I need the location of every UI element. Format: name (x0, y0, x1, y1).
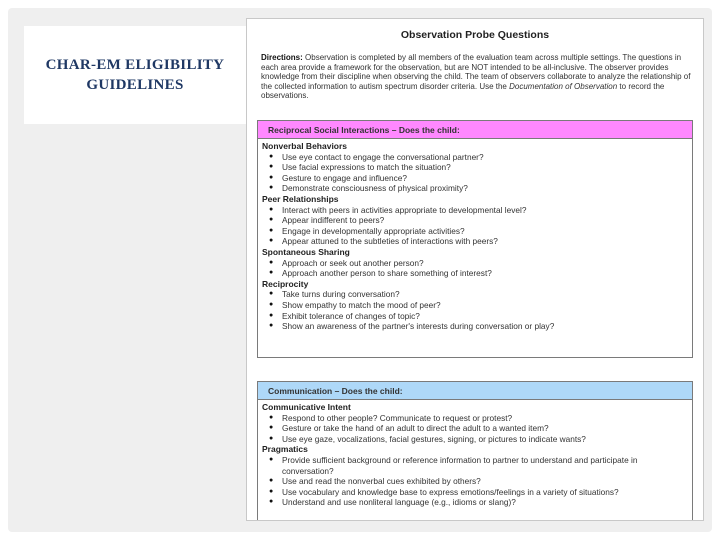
bullet-icon: ● (269, 434, 274, 442)
list-item: ● Interact with peers in activities appropriate to developmental level? (269, 204, 527, 215)
list-item: ● Exhibit tolerance of changes of topic? (269, 310, 420, 321)
bullet-icon: ● (269, 413, 274, 421)
list-item: ● Use eye contact to engage the conversational partner? (269, 151, 484, 162)
bullet-icon: ● (269, 216, 274, 224)
bullet-icon: ● (269, 424, 274, 432)
category-communicative-intent: Communicative Intent (262, 402, 351, 412)
title-card (24, 26, 246, 124)
directions-paragraph (261, 53, 695, 101)
list-item: ● Gesture or take the hand of an adult to direct the adult to a wanted item? (269, 423, 549, 434)
bullet-icon: ● (269, 311, 274, 319)
social-interactions-section (257, 120, 693, 358)
list-item: ● Appear attuned to the subtleties of interactions with peers? (269, 236, 498, 247)
list-item: ● Take turns during conversation? (269, 289, 400, 300)
bullet-icon: ● (269, 269, 274, 277)
bullet-icon: ● (269, 455, 274, 463)
category-spontaneous-sharing: Spontaneous Sharing (262, 246, 350, 257)
list-item: ● Appear indifferent to peers? (269, 215, 385, 226)
communication-section (257, 381, 693, 521)
bullet-icon: ● (269, 163, 274, 171)
category-peer-relationships: Peer Relationships (262, 193, 339, 204)
directions-label: Directions: (261, 53, 303, 62)
list-item: ● Understand and use nonliteral language (e.g., idioms or slang)? (269, 497, 516, 508)
bullet-icon: ● (269, 205, 274, 213)
list-item: ● Approach another person to share something of interest? (269, 268, 492, 279)
directions-tail: to record the observations. (261, 81, 665, 101)
section-header: Communication – Does the child: (258, 382, 692, 400)
list-item: ● Use facial expressions to match the situation? (269, 162, 451, 173)
slide-title: CHAR-EM ELIGIBILITY GUIDELINES (45, 57, 225, 93)
bullet-icon: ● (269, 477, 274, 485)
directions-text: Observation is completed by all members of the evaluation team across multiple settings. The questions in each area provide a framework for the observation, but are NOT intended to be all-inclusive. The observer provides knowledge from their discipline when observing the child. The team of observers collaborate to analyze the relationship of the collected information to autism spectrum disorder criteria. Use the (261, 53, 691, 91)
bullet-icon: ● (269, 300, 274, 308)
list-item: ● Show an awareness of the partner's interests during conversation or play? (269, 321, 555, 332)
bullet-icon: ● (269, 290, 274, 298)
list-item: ● Provide sufficient background or reference information to partner to understand and participate in conversation? (269, 454, 638, 476)
section-header: Reciprocal Social Interactions – Does the child: (258, 121, 692, 139)
document-image (246, 18, 704, 521)
list-item: ● Demonstrate consciousness of physical proximity? (269, 183, 468, 194)
bullet-icon: ● (269, 498, 274, 506)
bullet-icon: ● (269, 152, 274, 160)
directions-emphasis: Documentation of Observation (509, 81, 618, 91)
list-item: ● Respond to other people? Communicate to request or protest? (269, 412, 513, 423)
bullet-icon: ● (269, 237, 274, 245)
list-item: ● Engage in developmentally appropriate activities? (269, 225, 465, 236)
category-nonverbal: Nonverbal Behaviors (262, 141, 348, 151)
bullet-icon: ● (269, 322, 274, 330)
document-title: Observation Probe Questions (400, 29, 550, 41)
category-reciprocity: Reciprocity (262, 278, 309, 289)
list-item: ● Use and read the nonverbal cues exhibited by others? (269, 476, 481, 487)
list-item: ● Gesture to engage and influence? (269, 172, 408, 183)
list-item: ● Use vocabulary and knowledge base to express emotions/feelings in a variety of situations? (269, 486, 619, 497)
bullet-icon: ● (269, 258, 274, 266)
bullet-icon: ● (269, 487, 274, 495)
bullet-icon: ● (269, 184, 274, 192)
list-item: ● Show empathy to match the mood of peer? (269, 299, 441, 310)
bullet-icon: ● (269, 226, 274, 234)
bullet-icon: ● (269, 173, 274, 181)
list-item: ● Use eye gaze, vocalizations, facial gestures, signing, or pictures to indicate wants? (269, 433, 586, 444)
list-item: ● Approach or seek out another person? (269, 257, 424, 268)
category-pragmatics: Pragmatics (262, 444, 308, 455)
